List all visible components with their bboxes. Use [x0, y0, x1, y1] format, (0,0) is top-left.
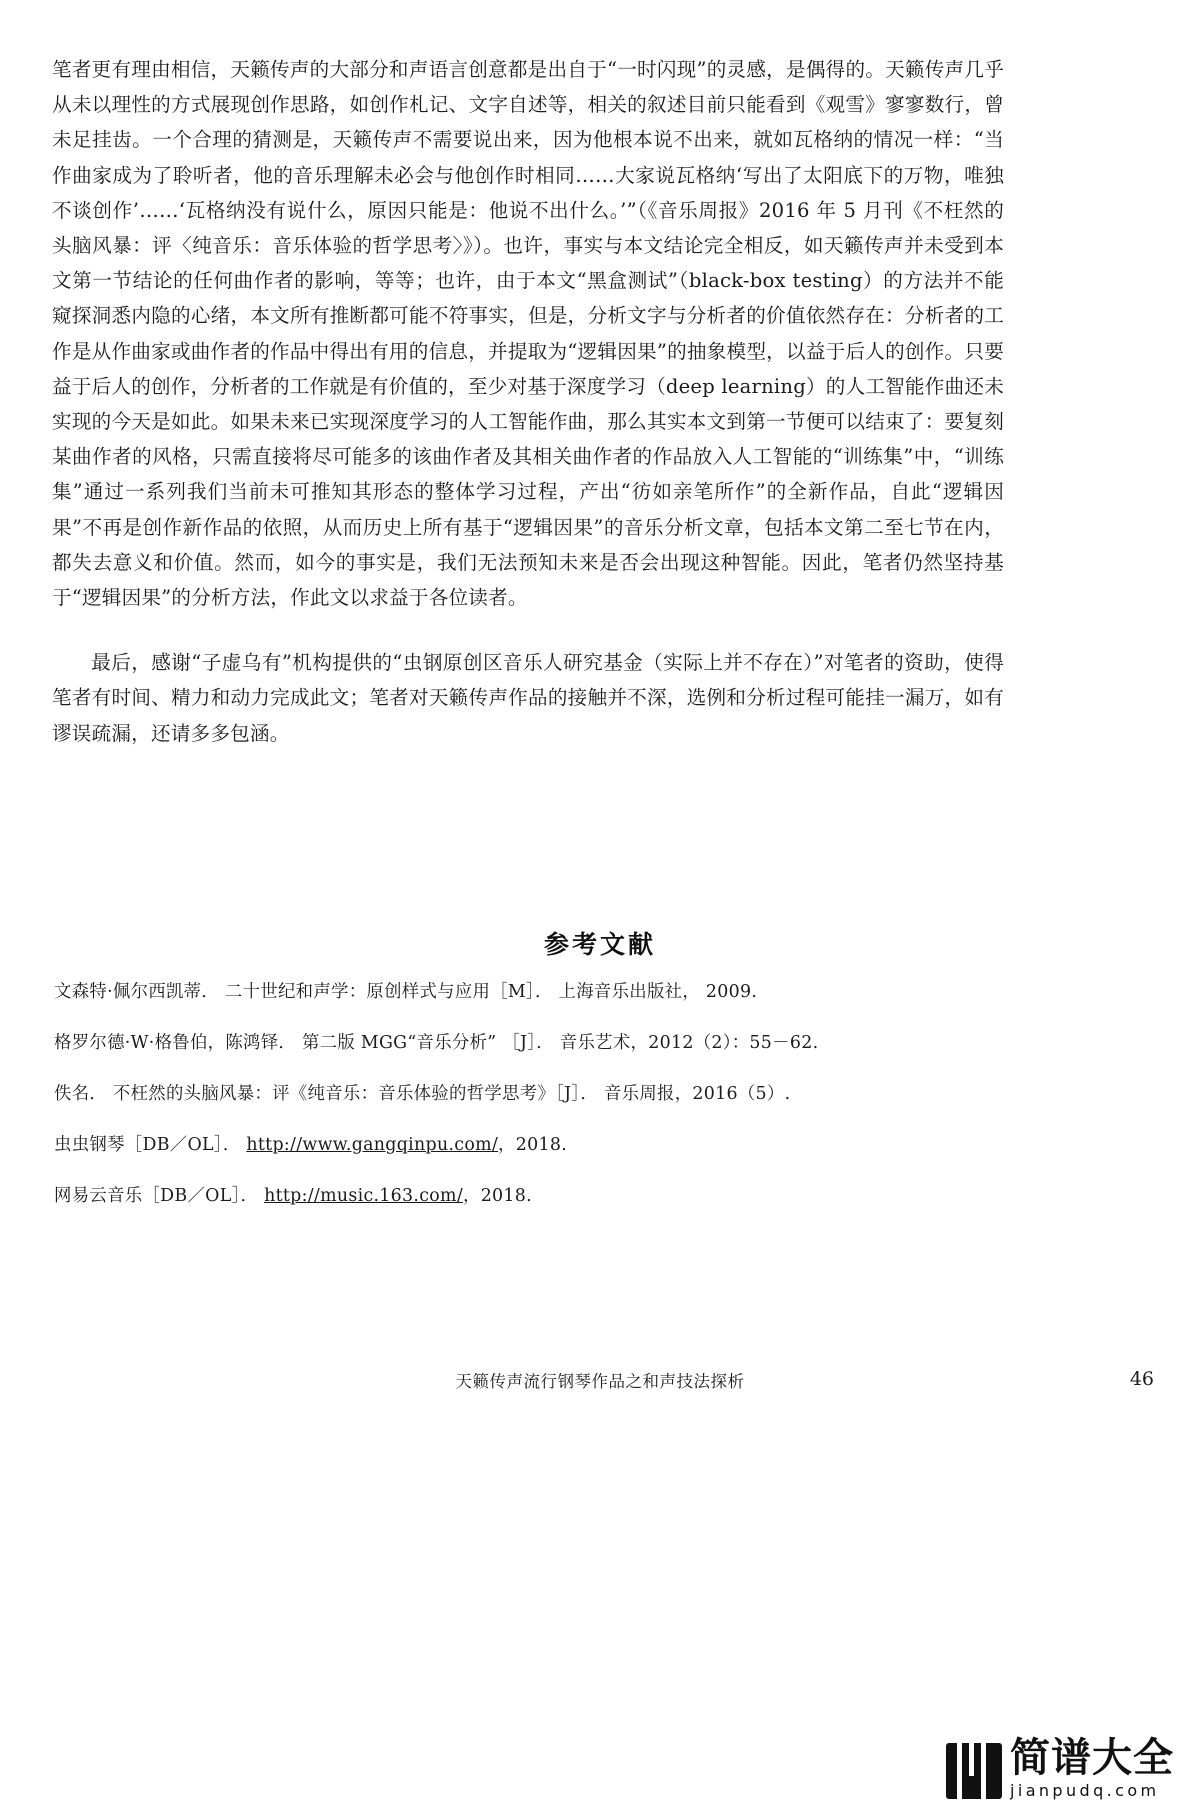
footer-running-title: 天籁传声流行钢琴作品之和声技法探析: [455, 1372, 745, 1391]
reference-text-after: ，2018.: [463, 1186, 532, 1206]
brand-watermark: [946, 1735, 1174, 1800]
reference-text: 网易云音乐［DB／OL］．: [54, 1186, 265, 1206]
reference-text: 虫虫钢琴［DB／OL］．: [54, 1135, 247, 1155]
brand-domain: jianpudq.com: [1010, 1781, 1160, 1800]
references-list: [54, 980, 1004, 1235]
references-heading: 参考文献: [543, 930, 656, 959]
piano-keys-icon: [946, 1743, 1002, 1799]
body-paragraph-1: 笔者更有理由相信，天籁传声的大部分和声语言创意都是出自于“一时闪现”的灵感，是偶得的。天籁传声几乎从未以理性的方式展现创作思路，如创作札记、文字自述等，相关的叙述目前只能看到《观雪》寥寥数行，曾未足挂齿。一个合理的猜测是，天籁传声不需要说出来，因为他根本说不出来，就如瓦格纳的情况一样：“当作曲家成为了聆听者，他的音乐理解未必会与他创作时相同……大家说瓦格纳‘写出了太阳底下的万物，唯独不谈创作’……‘瓦格纳没有说什么，原因只能是：他说不出什么。’”（《音乐周报》2016 年 5 月刊《不枉然的头脑风暴：评〈纯音乐：音乐体验的哲学思考〉》）。也许，事实与本文结论完全相反，如天籁传声并未受到本文第一节结论的任何曲作者的影响，等等；也许，由于本文“黑盒测试”（black-box testing）的方法并不能窥探洞悉内隐的心绪，本文所有推断都可能不符事实，但是，分析文字与分析者的价值依然存在：分析者的工作是从作曲家或曲作者的作品中得出有用的信息，并提取为“逻辑因果”的抽象模型，以益于后人的创作。只要益于后人的创作，分析者的工作就是有价值的，至少对基于深度学习（deep learning）的人工智能作曲还未实现的今天是如此。如果未来已实现深度学习的人工智能作曲，那么其实本文到第一节便可以结束了：要复刻某曲作者的风格，只需直接将尽可能多的该曲作者及其相关曲作者的作品放入人工智能的“训练集”中，“训练集”通过一系列我们当前未可推知其形态的整体学习过程，产出“彷如亲笔所作”的全新作品，自此“逻辑因果”不再是创作新作品的依照，从而历史上所有基于“逻辑因果”的音乐分析文章，包括本文第二至七节在内，都失去意义和价值。然而，如今的事实是，我们无法预知未来是否会出现这种智能。因此，笔者仍然坚持基于“逻辑因果”的分析方法，作此文以求益于各位读者。: [52, 58, 1004, 610]
reference-text: 佚名． 不枉然的头脑风暴：评《纯音乐：音乐体验的哲学思考》［J］． 音乐周报，2016（5）.: [54, 1084, 791, 1104]
reference-text: 格罗尔德·W·格鲁伯，陈鸿铎． 第二版 MGG“音乐分析” ［J］． 音乐艺术，2012（2）：55－62.: [54, 1033, 819, 1053]
page-footer: [0, 1368, 1200, 1398]
reference-text: 文森特·佩尔西凯蒂． 二十世纪和声学：原创样式与应用［M］． 上海音乐出版社， 2009.: [54, 982, 758, 1002]
reference-item: [54, 1184, 1004, 1209]
body-paragraph-2: 最后，感谢“子虚乌有”机构提供的“虫钢原创区音乐人研究基金（实际上并不存在）”对笔者的资助，使得笔者有时间、精力和动力完成此文；笔者对天籁传声作品的接触并不深，选例和分析过程可能挂一漏万，如有谬误疏漏，还请多多包涵。: [52, 651, 1004, 745]
reference-link[interactable]: http://music.163.com/: [264, 1186, 463, 1206]
reference-text-after: ，2018.: [498, 1135, 568, 1155]
reference-item: [54, 980, 1004, 1005]
brand-name: 简谱大全: [1010, 1735, 1174, 1781]
article-body: [52, 52, 1004, 757]
reference-link[interactable]: http://www.gangqinpu.com/: [246, 1135, 499, 1155]
reference-item: [54, 1031, 1004, 1056]
reference-item: [54, 1082, 1004, 1107]
reference-item: [54, 1133, 1004, 1158]
brand-text: [1010, 1735, 1174, 1800]
footer-page-number: 46: [1129, 1368, 1154, 1390]
